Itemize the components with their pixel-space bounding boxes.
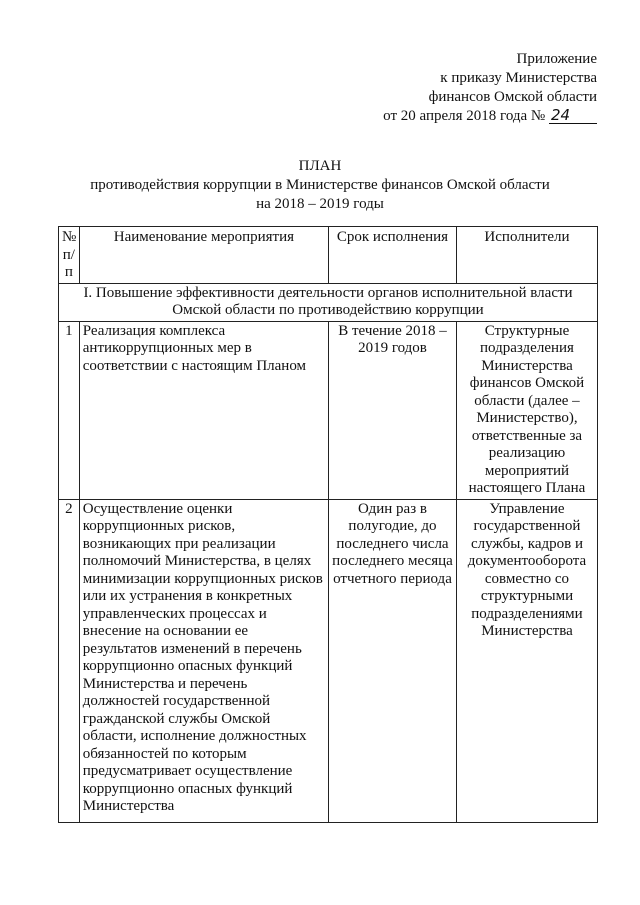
row-term: Один раз в полугодие, до последнего числа последнего месяца отчетного периода bbox=[329, 499, 457, 822]
order-number: 24 bbox=[549, 107, 597, 124]
appendix-line-2: к приказу Министерства bbox=[440, 70, 597, 86]
row-executors: Управление государственной службы, кадров и документооборота совместно со структурными подразделениями Министерства bbox=[456, 499, 597, 822]
section-title: I. Повышение эффективности деятельности органов исполнительной власти Омской области по противодействию коррупции bbox=[59, 283, 598, 321]
row-executors: Структурные подразделения Министерства финансов Омской области (далее – Министерство), ответственные за реализацию мероприятий настоящего Плана bbox=[456, 321, 597, 499]
plan-title bbox=[0, 157, 640, 214]
appendix-line-4: от 20 апреля 2018 года № bbox=[383, 108, 546, 124]
header-term: Срок исполнения bbox=[329, 227, 457, 284]
header-num: № п/п bbox=[59, 227, 80, 284]
plan-title-line-2: противодействия коррупции в Министерстве финансов Омской области bbox=[90, 177, 550, 193]
table-header-row bbox=[59, 227, 598, 284]
plan-title-line-1: ПЛАН bbox=[298, 158, 342, 174]
table-row bbox=[59, 321, 598, 499]
header-name: Наименование мероприятия bbox=[79, 227, 328, 284]
row-term: В течение 2018 – 2019 годов bbox=[329, 321, 457, 499]
section-row bbox=[59, 283, 598, 321]
table-row bbox=[59, 499, 598, 822]
row-name: Реализация комплекса антикоррупционных мер в соответствии с настоящим Планом bbox=[79, 321, 328, 499]
row-name: Осуществление оценки коррупционных рисков, возникающих при реализации полномочий Министерства, в целях минимизации коррупционных рисков или их устранения в конкретных управленческих процессах и внесение на основании ее результатов изменений в перечень коррупционно опасных функций Министерства и перечень должностей государственной гражданской службы Омской области, исполнение должностных обязанностей по которым предусматривает осуществление коррупционно опасных функций Министерства bbox=[79, 499, 328, 822]
appendix-line-1: Приложение bbox=[516, 51, 597, 67]
appendix-line-3: финансов Омской области bbox=[428, 89, 597, 105]
row-num: 1 bbox=[59, 321, 80, 499]
appendix-date-line bbox=[383, 107, 597, 126]
plan-title-line-3: на 2018 – 2019 годы bbox=[256, 196, 384, 212]
header-executors: Исполнители bbox=[456, 227, 597, 284]
plan-table bbox=[58, 226, 598, 823]
row-num: 2 bbox=[59, 499, 80, 822]
appendix-block bbox=[383, 50, 597, 126]
